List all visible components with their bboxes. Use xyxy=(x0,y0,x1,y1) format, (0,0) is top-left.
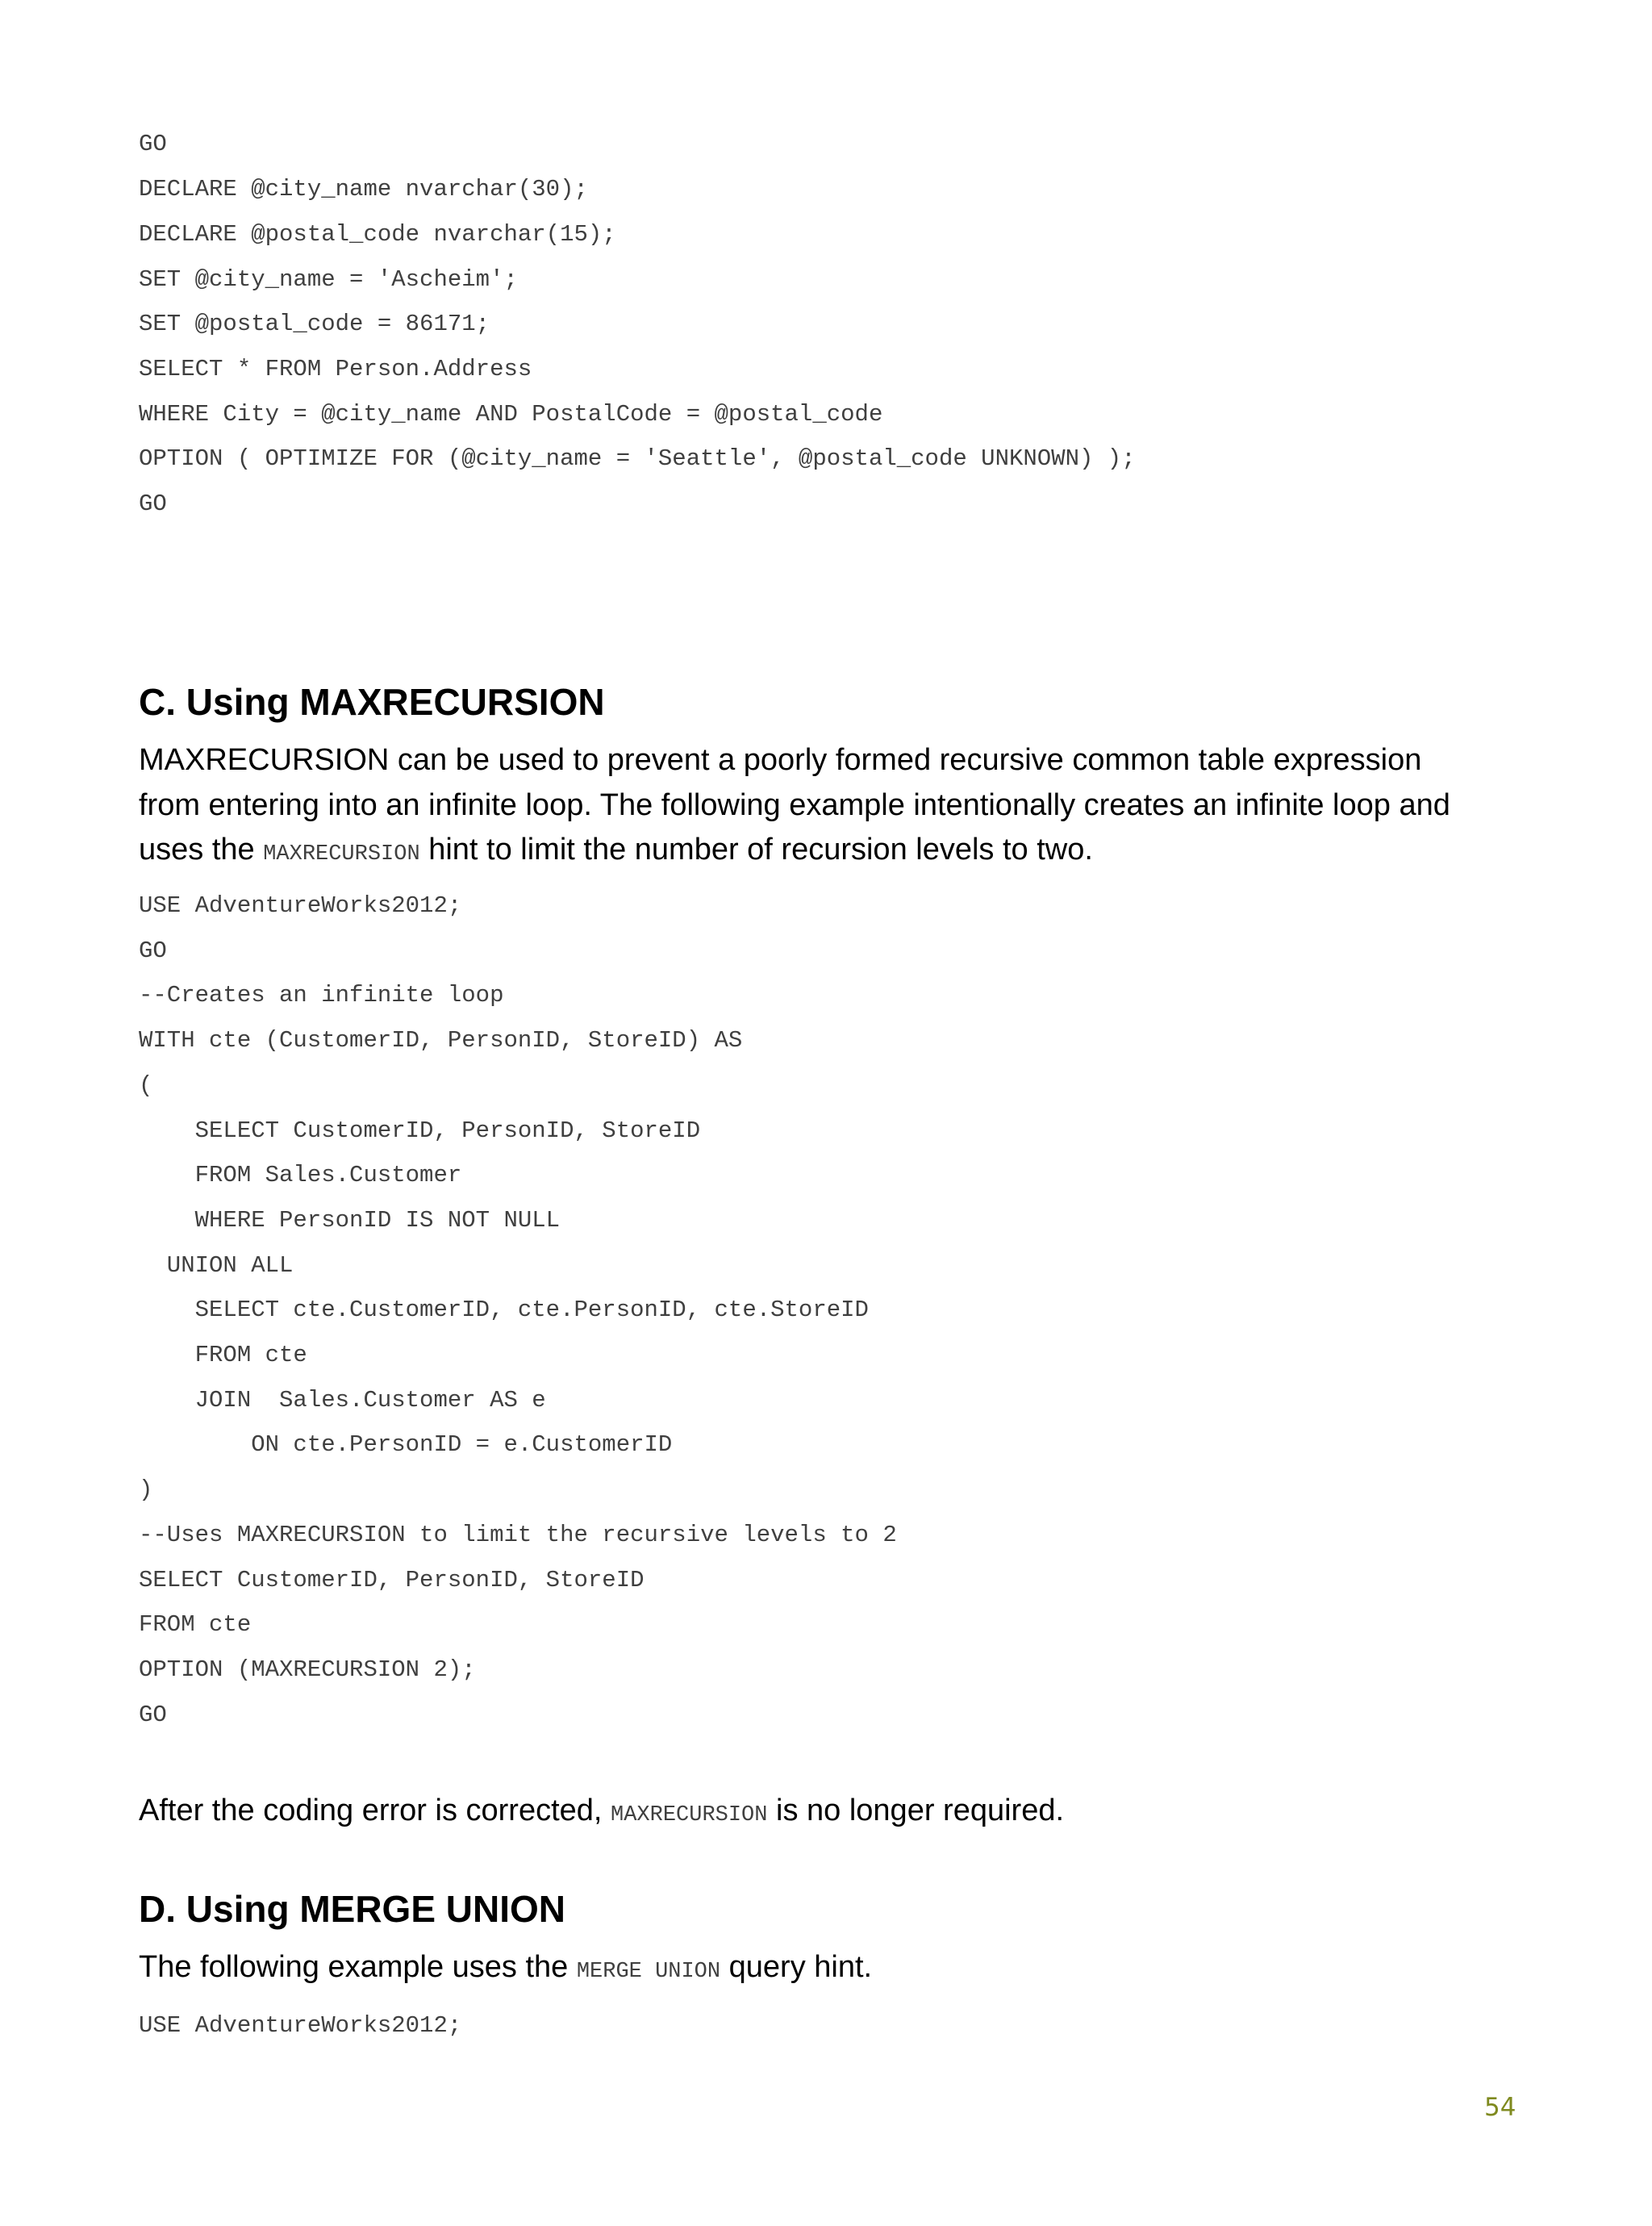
code-line: --Creates an infinite loop xyxy=(139,982,504,1009)
inline-code: MAXRECURSION xyxy=(263,842,420,867)
paragraph-text: query hint. xyxy=(720,1950,873,1984)
code-line: SELECT cte.CustomerID, cte.PersonID, cte.StoreID xyxy=(139,1297,869,1323)
paragraph-line xyxy=(139,827,1526,877)
code-line: GO xyxy=(139,131,167,157)
inline-code: MAXRECURSION xyxy=(611,1803,768,1827)
code-line: DECLARE @city_name nvarchar(30); xyxy=(139,176,588,203)
code-line: USE AdventureWorks2012; xyxy=(139,2012,462,2039)
code-line: DECLARE @postal_code nvarchar(15); xyxy=(139,221,616,248)
code-line: ON cte.PersonID = e.CustomerID xyxy=(139,1431,673,1458)
code-line: WHERE City = @city_name AND PostalCode = @postal_code xyxy=(139,401,883,428)
code-line: GO xyxy=(139,938,167,964)
code-line: WHERE PersonID IS NOT NULL xyxy=(139,1207,561,1234)
code-line: UNION ALL xyxy=(139,1252,294,1279)
paragraph-line xyxy=(139,1944,1526,1994)
paragraph-text: uses the xyxy=(139,833,264,867)
code-line: OPTION (MAXRECURSION 2); xyxy=(139,1656,476,1683)
paragraph-line: MAXRECURSION can be used to prevent a poorly formed recursive common table expression xyxy=(139,743,1422,777)
code-line: JOIN Sales.Customer AS e xyxy=(139,1387,546,1414)
code-line: SET @city_name = 'Ascheim'; xyxy=(139,266,518,293)
code-line: SELECT CustomerID, PersonID, StoreID xyxy=(139,1117,701,1144)
paragraph-text: is no longer required. xyxy=(767,1794,1065,1827)
paragraph-line: from entering into an infinite loop. The following example intentionally creates an infinite loop and xyxy=(139,788,1450,822)
code-line: SELECT CustomerID, PersonID, StoreID xyxy=(139,1567,645,1593)
page-number: 54 xyxy=(1484,2093,1516,2122)
paragraph-text: The following example uses the xyxy=(139,1950,577,1984)
code-line: FROM cte xyxy=(139,1342,307,1368)
code-line: FROM cte xyxy=(139,1611,252,1638)
code-line: ) xyxy=(139,1476,153,1503)
code-line: SET @postal_code = 86171; xyxy=(139,311,490,337)
code-line: GO xyxy=(139,1702,167,1728)
code-line: USE AdventureWorks2012; xyxy=(139,892,462,919)
section-heading: C. Using MAXRECURSION xyxy=(139,681,605,723)
section-heading: D. Using MERGE UNION xyxy=(139,1888,566,1930)
code-line: --Uses MAXRECURSION to limit the recursive levels to 2 xyxy=(139,1522,897,1548)
code-line: ( xyxy=(139,1072,153,1099)
paragraph-line xyxy=(139,1788,1526,1838)
code-line: WITH cte (CustomerID, PersonID, StoreID) AS xyxy=(139,1027,743,1054)
paragraph-text: hint to limit the number of recursion levels to two. xyxy=(419,833,1093,867)
code-line: OPTION ( OPTIMIZE FOR (@city_name = 'Seattle', @postal_code UNKNOWN) ); xyxy=(139,445,1136,472)
inline-code: MERGE UNION xyxy=(576,1960,721,1984)
code-line: SELECT * FROM Person.Address xyxy=(139,356,532,382)
code-line: GO xyxy=(139,491,167,517)
code-line: FROM Sales.Customer xyxy=(139,1162,462,1188)
paragraph-text: After the coding error is corrected, xyxy=(139,1794,611,1827)
